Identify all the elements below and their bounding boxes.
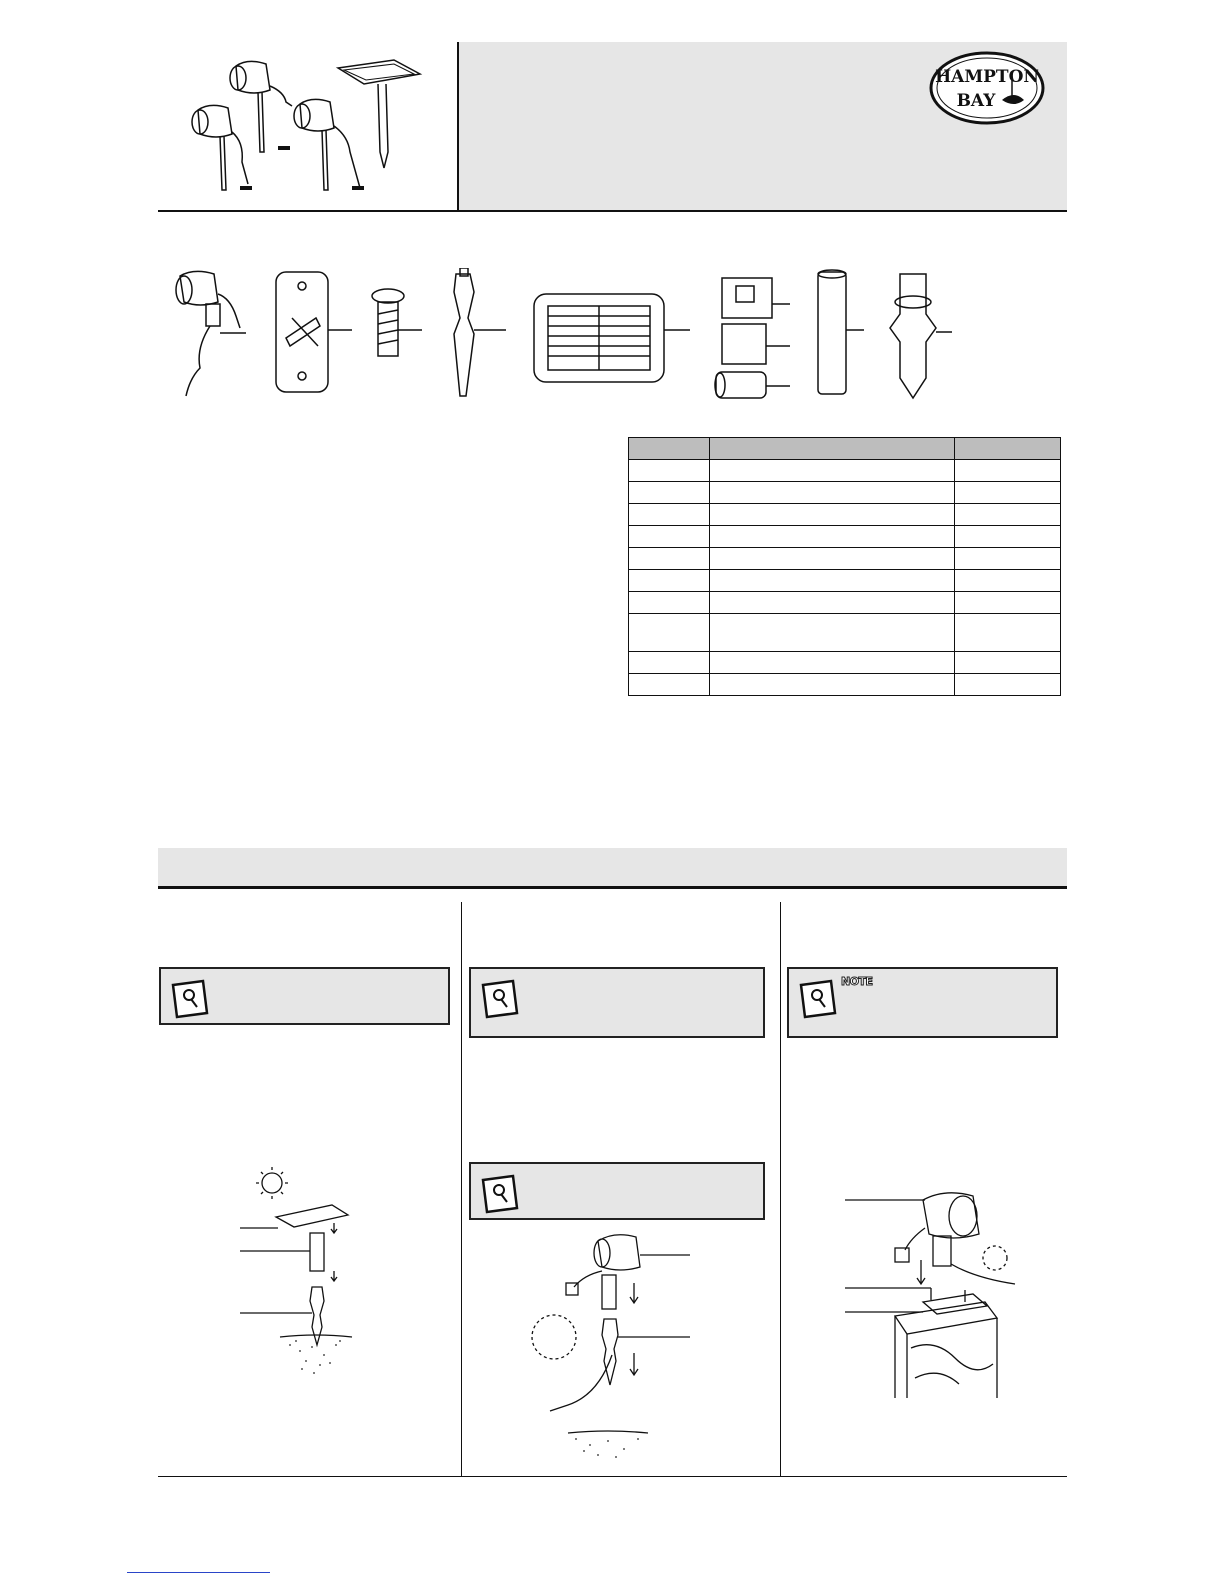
note-pin-icon: [479, 1172, 521, 1214]
note-box-4: [469, 1162, 765, 1220]
table-row: [629, 614, 1061, 652]
note-box-2: [469, 967, 765, 1038]
note-pin-icon: [479, 977, 521, 1019]
brand-logo: [928, 50, 1046, 126]
svg-text:BAY: BAY: [956, 91, 996, 111]
table-row: [629, 652, 1061, 674]
table-row: [629, 460, 1061, 482]
column-divider-2: [780, 902, 781, 1476]
parts-table: [628, 437, 1061, 696]
header-bottom-rule: [158, 210, 1067, 212]
table-header-cell: [710, 438, 955, 460]
product-set-illustration: [188, 52, 428, 202]
note-box-3: [787, 967, 1058, 1038]
spotlight-stake-diagram: [528, 1225, 708, 1465]
table-header-cell: [629, 438, 710, 460]
table-row: [629, 674, 1061, 696]
note-pin-icon: [797, 977, 839, 1019]
parts-illustration-row: [170, 268, 970, 408]
spotlight-post-mount-diagram: [845, 1188, 1035, 1408]
svg-text:HAMPTON: HAMPTON: [935, 67, 1039, 87]
table-row: [629, 482, 1061, 504]
table-row: [629, 592, 1061, 614]
column-divider-1: [461, 902, 462, 1476]
section-banner: [158, 848, 1067, 886]
table-row: [629, 526, 1061, 548]
table-row: [629, 570, 1061, 592]
table-header-row: [629, 438, 1061, 460]
table-row: [629, 504, 1061, 526]
note-pin-icon: [169, 977, 211, 1019]
note-label: NOTE: [841, 975, 873, 988]
footer-link-underline[interactable]: [127, 1572, 270, 1573]
footer-rule: [158, 1476, 1067, 1477]
header-divider-vertical: [457, 42, 459, 211]
section-bottom-rule: [158, 886, 1067, 889]
table-row: [629, 548, 1061, 570]
solar-panel-assembly-diagram: [240, 1165, 370, 1385]
table-header-cell: [955, 438, 1061, 460]
note-box-1: [159, 967, 450, 1025]
